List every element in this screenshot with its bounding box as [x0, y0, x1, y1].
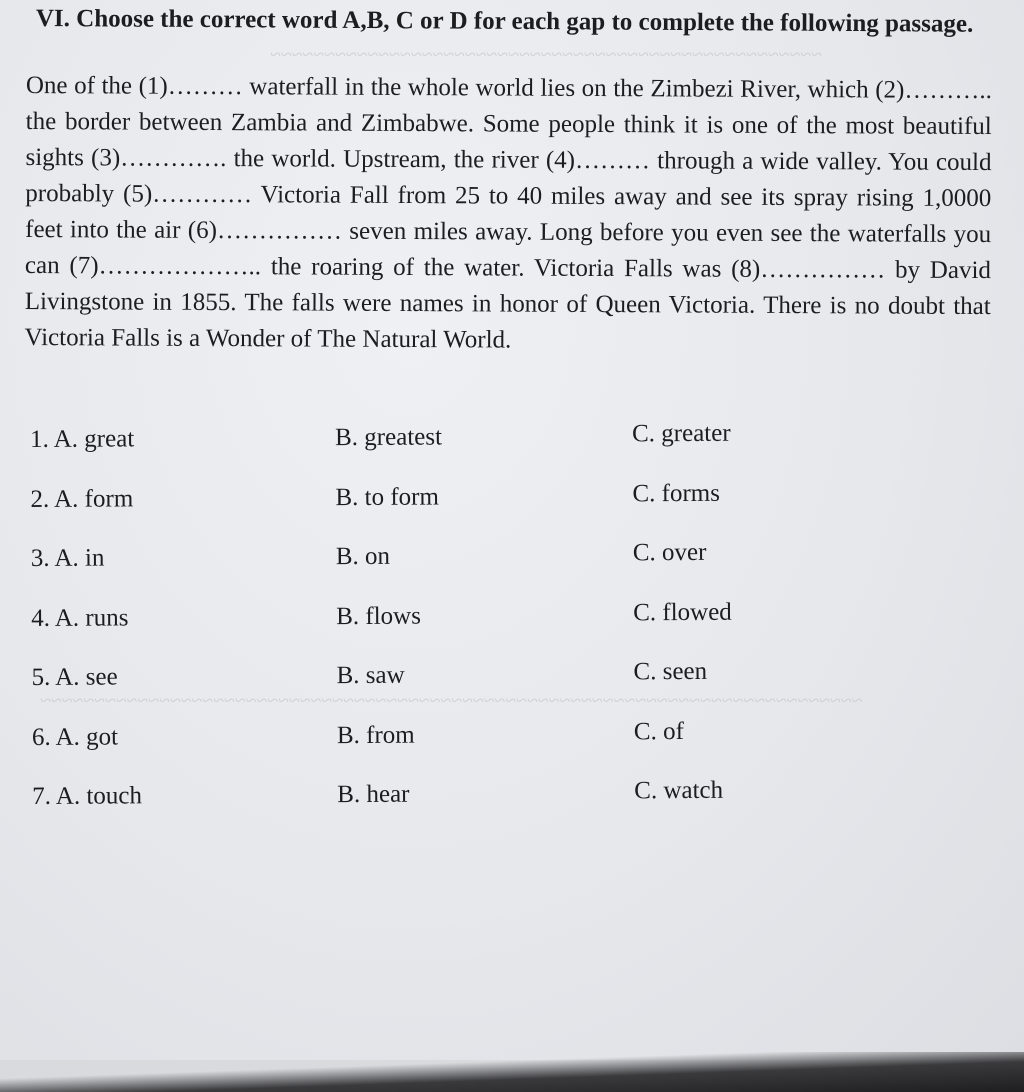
option-a: 4. A. runs [31, 603, 129, 632]
bleed-through-glyphs: ~~~~~~~~~~~~~~~~~~~~~~~~~~~~~~~~~~~~~~~~~~~~~~~~~~~~~~~~~~~~~~~~~~~~~~~~~~~~ [40, 690, 863, 712]
option-b: B. greatest [334, 423, 443, 452]
question-row-5 [31, 658, 931, 723]
option-a: 6. A. got [31, 722, 119, 751]
question-row-2 [30, 480, 930, 545]
question-row-6 [32, 718, 932, 783]
option-a: 1. A. great [30, 425, 135, 453]
option-c: C. greater [631, 419, 731, 448]
option-b: B. on [335, 542, 391, 571]
option-b: B. flows [336, 602, 421, 630]
exercise-heading: VI. Choose the correct word A,B, C or D for each gap to complete the following passage. [35, 4, 974, 38]
passage-text: One of the (1)……… waterfall in the whole world lies on the Zimbezi River, which (2)……….. the border between Zambia and Zimbabwe. Some people think it is one of the most beautiful sights (3)…………. the world. Upstream, the river (4)……… through a wide valley. You could probably (5)………… Victoria Fall from 25 to 40 miles away and see its spray rising 1,0000 feet into the air (6)…………… seven miles away. Long before you even see the waterfalls you can (7)……………….. the roaring of the water. Victoria Falls was (8)…………… by David Livingstone in 1855. The falls were names in honor of Queen Victoria. There is no doubt that Victoria Falls is a Wonder of The Natural World. [24, 71, 992, 354]
reading-passage [24, 68, 991, 361]
option-c: C. seen [633, 657, 708, 686]
question-row-3 [31, 540, 931, 605]
option-c: C. of [633, 717, 684, 745]
option-a: 7. A. touch [32, 782, 143, 810]
option-a: 3. A. in [30, 544, 105, 572]
option-b: B. hear [337, 780, 410, 809]
bleed-through-mark [270, 44, 822, 67]
option-b: B. to form [335, 483, 439, 511]
page-shadow-edge [0, 1052, 1024, 1092]
option-c: C. over [632, 538, 707, 567]
option-a: 5. A. see [31, 663, 118, 691]
option-c: C. watch [634, 776, 724, 805]
question-row-4 [31, 599, 931, 664]
bleed-through-glyphs: ~~~~~~~~~~~~~~~~~~~~~~~~~~~~~~~~~~~~~~~~~~~~~~~~~~~ [270, 44, 822, 66]
question-row-1 [30, 421, 930, 486]
option-c: C. forms [632, 479, 721, 507]
option-b: B. saw [336, 661, 405, 690]
option-c: C. flowed [633, 598, 732, 626]
option-a: 2. A. form [30, 484, 134, 513]
question-row-7 [32, 777, 932, 842]
answer-options [30, 421, 933, 843]
option-b: B. from [336, 721, 415, 749]
